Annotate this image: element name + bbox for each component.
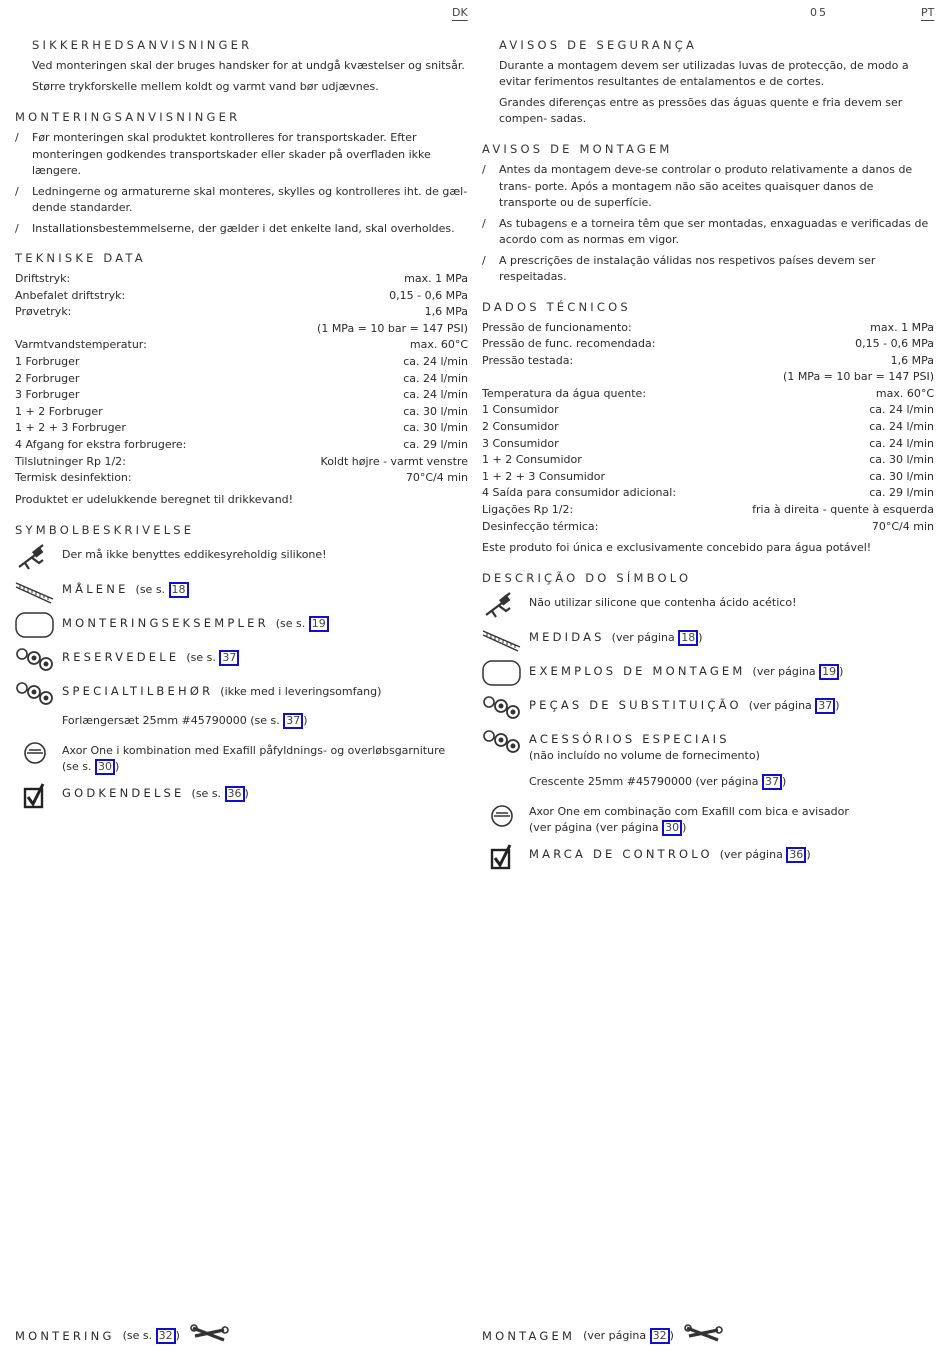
tech-data-key: 1 + 2 + 3 Consumidor <box>482 469 606 483</box>
tech-data-value: (1 MPa = 10 bar = 147 PSI) <box>783 370 934 384</box>
tech-data-title: DADOS TÉCNICOS <box>482 299 631 314</box>
tech-data-key: 4 Saída para consumidor adicional: <box>482 486 677 500</box>
page-link[interactable]: 18 <box>169 582 189 598</box>
tech-data-row <box>482 519 934 536</box>
footer-mounting-dk: MONTERING (se s. 32 ) <box>15 1322 230 1349</box>
tech-data-value: 1,6 MPa <box>424 305 468 319</box>
tech-data-row <box>482 320 934 337</box>
tech-data-row <box>15 321 468 338</box>
tech-data-key: Driftstryk: <box>15 272 71 285</box>
tech-data-title: TEKNISKE DATA <box>15 251 146 265</box>
tech-data-value: fria à direita - quente à esquerda <box>752 503 934 517</box>
tech-data-value: ca. 30 l/min <box>869 469 934 483</box>
list-item: / Antes da montagem deve-se controlar o produto relativamente a danos de trans- porte. Após a montagem não são aceites quaisquer danos de transporte ou de superfície. <box>482 163 913 209</box>
page-link[interactable]: 36 <box>225 786 245 802</box>
checkbox-icon <box>482 842 522 870</box>
wrench-tools-icon <box>190 1322 230 1349</box>
page-link[interactable]: 30 <box>662 820 682 836</box>
tech-data-row <box>482 436 934 453</box>
spare-parts-icon <box>482 693 522 721</box>
tech-data-key: Pressão de func. recomendada: <box>482 337 656 351</box>
accessories-icon <box>15 679 55 707</box>
symbol-examples: MONTERINGSEKSEMPLER (se s. 19 <box>15 611 468 639</box>
tech-data-value: ca. 24 l/min <box>403 388 468 402</box>
page-link[interactable]: 37 <box>762 774 782 790</box>
tech-data-row <box>15 304 468 321</box>
tech-data-value: ca. 24 l/min <box>869 420 934 434</box>
lang-code-dk: DK <box>452 6 468 19</box>
safety-text: Durante a montagem devem ser utilizadas luvas de protecção, de modo a evitar ferimentos resultantes de entalamentos e de cortes. <box>499 59 909 88</box>
mounting-title: AVISOS DE MONTAGEM <box>482 142 673 156</box>
tech-data-value: max. 60°C <box>409 338 468 352</box>
tech-data-key: 2 Consumidor <box>482 420 559 434</box>
symbol-extension-set: Forlængersæt 25mm #45790000 (se s. 37 ) <box>62 713 308 727</box>
tech-data-table <box>482 320 934 536</box>
tech-data-key: 1 Forbruger <box>15 354 80 368</box>
tech-data-value: ca. 30 l/min <box>403 404 468 418</box>
tech-data-value: ca. 24 l/min <box>869 436 934 450</box>
tech-data-value: 0,15 - 0,6 MPa <box>855 337 934 351</box>
safety-title: AVISOS DE SEGURANÇA <box>499 38 698 52</box>
tech-data-value: 70°C/4 min <box>871 519 934 533</box>
tech-data-key: Pressão testada: <box>482 353 574 367</box>
tech-data-row <box>15 271 468 288</box>
symbol-approval: MARCA DE CONTROLO (ver página 36 ) <box>482 842 934 870</box>
list-item: / As tubagens e a torneira têm que ser montadas, enxaguadas e verificadas de acordo com as normas em vigor. <box>482 216 929 246</box>
tech-data-value: ca. 29 l/min <box>869 486 934 500</box>
symbol-accessories: ACESSÓRIOS ESPECIAIS (não incluído no volume de fornecimento) <box>482 727 934 764</box>
symbol-spare-parts: RESERVEDELE (se s. 37 <box>15 645 468 673</box>
tech-data-value: ca. 29 l/min <box>403 437 468 451</box>
tech-data-row <box>15 354 468 371</box>
symbol-extension-set: Crescente 25mm #45790000 (ver página 37 ) <box>529 775 787 789</box>
column-dk <box>15 34 468 815</box>
symbol-measurements: MÅLENE (se s. 18 <box>15 577 468 605</box>
tech-data-row <box>482 386 934 403</box>
tech-data-value: ca. 30 l/min <box>403 421 468 435</box>
lang-code-pt: PT <box>921 6 935 19</box>
tech-data-table <box>15 271 468 487</box>
tech-data-row <box>15 437 468 454</box>
tech-data-row <box>15 387 468 404</box>
footer-mounting-pt: MONTAGEM (ver página 32 ) <box>482 1322 724 1349</box>
ruler-icon <box>15 577 55 605</box>
page-link[interactable]: 30 <box>95 759 115 775</box>
tech-data-value: ca. 24 l/min <box>403 371 468 385</box>
page-link[interactable]: 37 <box>219 650 239 666</box>
page-link[interactable]: 32 <box>156 1328 176 1344</box>
list-item: / Ledningerne og armaturerne skal monteres, skylles og kontrolleres iht. de gæl- dende standarder. <box>15 184 468 214</box>
tech-data-row <box>15 420 468 437</box>
tech-data-key: Desinfecção térmica: <box>482 519 599 533</box>
tech-data-row <box>482 353 934 370</box>
checkbox-icon <box>15 781 55 809</box>
drinking-water-note: Produktet er udelukkende beregnet til drikkevand! <box>15 492 294 506</box>
tech-data-key: 4 Afgang for ekstra forbrugere: <box>15 437 187 451</box>
tech-data-key: Prøvetryk: <box>15 305 72 319</box>
symbol-silicone: Der må ikke benyttes eddikesyreholdig silikone! <box>15 543 468 571</box>
column-pt <box>482 34 934 876</box>
tech-data-key: 1 + 2 Consumidor <box>482 453 582 467</box>
tech-data-row <box>15 404 468 421</box>
tech-data-row <box>15 454 468 471</box>
mounting-title: MONTERINGSANVISNINGER <box>15 110 241 124</box>
page-link[interactable]: 32 <box>650 1328 670 1344</box>
tech-data-row <box>15 337 468 354</box>
tech-data-key: 2 Forbruger <box>15 371 80 385</box>
page-link[interactable]: 37 <box>283 713 303 729</box>
safety-title: SIKKERHEDSANVISNINGER <box>32 38 253 52</box>
tech-data-value: 1,6 MPa <box>890 353 934 367</box>
tech-data-key: Termisk desinfektion: <box>15 471 132 485</box>
tech-data-row <box>482 369 934 386</box>
tech-data-row <box>482 485 934 502</box>
tech-data-key: Tilslutninger Rp 1/2: <box>15 454 126 468</box>
tech-data-row <box>482 419 934 436</box>
page-link[interactable]: 18 <box>678 630 698 646</box>
tech-data-value: Koldt højre - varmt venstre <box>320 454 468 468</box>
symbol-spare-parts: PEÇAS DE SUBSTITUIÇÃO (ver página 37 ) <box>482 693 934 721</box>
safety-text: Grandes diferenças entre as pressões das águas quente e fria devem ser compen- sadas. <box>499 96 903 125</box>
tech-data-value: max. 1 MPa <box>404 272 468 285</box>
page-link[interactable]: 19 <box>309 616 329 632</box>
tech-data-value: max. 1 MPa <box>870 320 934 334</box>
rounded-rect-icon <box>482 659 522 687</box>
symbol-examples: EXEMPLOS DE MONTAGEM (ver página 19 ) <box>482 659 934 687</box>
tech-data-row <box>482 502 934 519</box>
tech-data-row <box>15 470 468 487</box>
tech-data-key: Pressão de funcionamento: <box>482 320 632 334</box>
symbol-axor-exafill: Axor One em combinação com Exafill com bica e avisador (ver página (ver página 30 ) <box>482 800 934 836</box>
symbol-title: SYMBOLBESKRIVELSE <box>15 522 195 537</box>
list-item: / Før monteringen skal produktet kontrolleres for transportskader. Efter monteringen godkendes transportskader eller skader på overfladen ikke længere. <box>15 131 431 177</box>
tech-data-key: Temperatura da água quente: <box>482 386 647 400</box>
tech-data-row <box>482 469 934 486</box>
safety-text: Ved monteringen skal der bruges handsker for at undgå kvæstelser og snitsår. <box>32 59 465 72</box>
tech-data-row <box>15 288 468 305</box>
symbol-approval: GODKENDELSE (se s. 36 ) <box>15 781 468 809</box>
drinking-water-note: Este produto foi única e exclusivamente concebido para água potável! <box>482 541 872 555</box>
axor-exafill-icon <box>482 800 522 828</box>
symbol-measurements: MEDIDAS (ver página 18 ) <box>482 625 934 653</box>
tech-data-value: ca. 24 l/min <box>869 403 934 417</box>
tech-data-key: Anbefalet driftstryk: <box>15 288 126 302</box>
tech-data-row <box>15 371 468 388</box>
safety-text: Større trykforskelle mellem koldt og varmt vand bør udjævnes. <box>32 80 379 93</box>
symbol-accessories: SPECIALTILBEHØR (ikke med i leveringsomfang) <box>15 679 468 707</box>
tech-data-key: Varmtvandstemperatur: <box>15 338 147 352</box>
page-link[interactable]: 37 <box>815 698 835 714</box>
tech-data-row <box>482 336 934 353</box>
tech-data-value: max. 60°C <box>875 386 934 400</box>
silicone-gun-icon <box>482 591 522 619</box>
page-link[interactable]: 36 <box>786 847 806 863</box>
ruler-icon <box>482 625 522 653</box>
tech-data-value: ca. 24 l/min <box>403 354 468 368</box>
silicone-gun-icon <box>15 543 55 571</box>
tech-data-row <box>482 402 934 419</box>
tech-data-key: 1 + 2 Forbruger <box>15 404 103 418</box>
page-number: 05 <box>810 6 828 19</box>
tech-data-value: (1 MPa = 10 bar = 147 PSI) <box>317 321 468 335</box>
tech-data-key: Ligações Rp 1/2: <box>482 503 574 517</box>
spare-parts-icon <box>15 645 55 673</box>
symbol-silicone: Não utilizar silicone que contenha ácido acético! <box>482 591 934 619</box>
wrench-tools-icon <box>684 1322 724 1349</box>
tech-data-key: 1 Consumidor <box>482 403 559 417</box>
tech-data-key: 1 + 2 + 3 Forbruger <box>15 421 126 435</box>
tech-data-value: ca. 30 l/min <box>869 453 934 467</box>
tech-data-key: 3 Forbruger <box>15 388 80 402</box>
tech-data-key: 3 Consumidor <box>482 436 559 450</box>
accessories-icon <box>482 727 522 755</box>
list-item: / A prescrições de instalação válidas nos respetivos países devem ser respeitadas. <box>482 253 876 283</box>
page-link[interactable]: 19 <box>819 664 839 680</box>
tech-data-value: 0,15 - 0,6 MPa <box>389 288 468 302</box>
tech-data-row <box>482 452 934 469</box>
tech-data-value: 70°C/4 min <box>405 471 468 485</box>
symbol-axor-exafill: Axor One i kombination med Exafill påfyldnings- og overløbsgarniture (se s. 30 ) <box>15 739 468 775</box>
rounded-rect-icon <box>15 611 55 639</box>
symbol-title: DESCRIÇÃO DO SÍMBOLO <box>482 571 692 586</box>
axor-exafill-icon <box>15 739 55 767</box>
list-item: / Installationsbestemmelserne, der gælder i det enkelte land, skal overholdes. <box>15 221 455 235</box>
